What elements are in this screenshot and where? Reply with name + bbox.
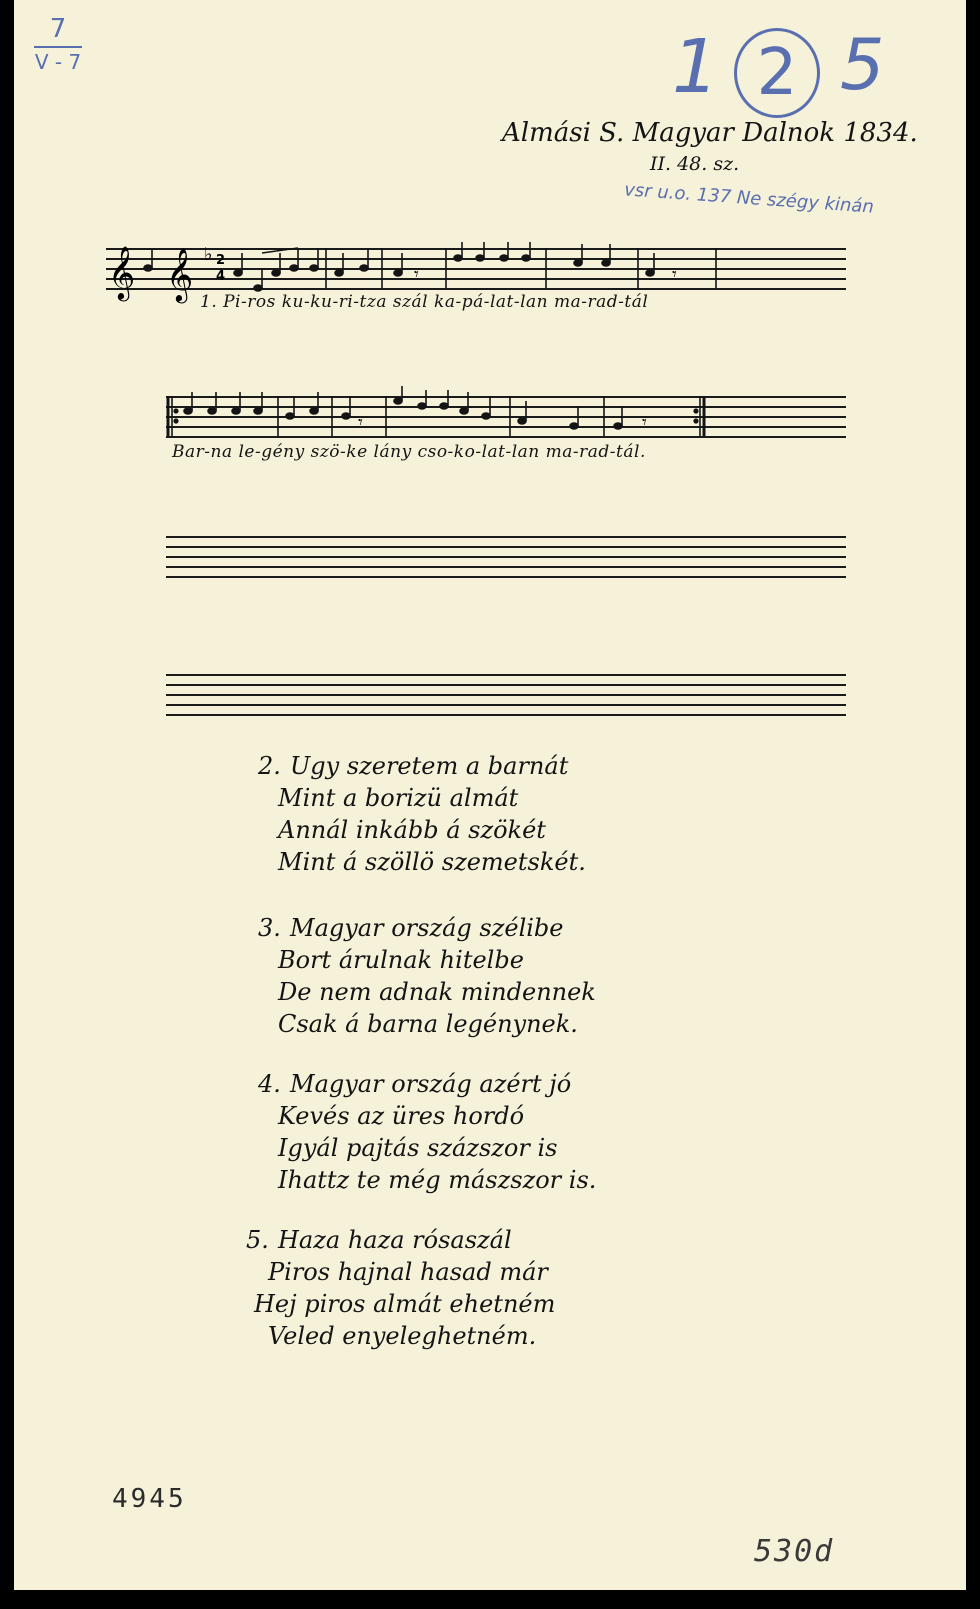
verse-4: [258, 1068, 596, 1196]
svg-text:𝄞: 𝄞: [108, 245, 136, 299]
svg-text:𝄾: 𝄾: [358, 412, 363, 433]
verse-line: Ihattz te még mászszor is.: [278, 1166, 597, 1194]
verse-3: [258, 912, 596, 1040]
verse-line: Mint a borizü almát: [278, 784, 519, 812]
fraction-numerator: 7: [49, 14, 67, 44]
manuscript-page: [14, 0, 966, 1590]
verse-number: 3.: [258, 914, 281, 942]
verse-number: 4.: [258, 1070, 281, 1098]
shelf-mark: 530d: [754, 1534, 835, 1569]
svg-text:𝄾: 𝄾: [672, 264, 677, 285]
verse-line: Magyar ország szélibe: [290, 914, 564, 942]
verse-line: Veled enyeleghetném.: [268, 1322, 537, 1350]
pencil-note: vsr u.o. 137 Ne szégy kinán: [623, 179, 875, 218]
svg-text:4: 4: [216, 269, 226, 284]
verse-line: Ugy szeretem a barnát: [290, 752, 569, 780]
catalog-circled-digit: 2: [734, 28, 820, 118]
music-staff-1: [106, 244, 846, 301]
fraction-bar: [34, 46, 82, 48]
catalog-number: [664, 22, 924, 122]
music-staff-2: [166, 392, 846, 440]
verse-number: 5.: [246, 1226, 269, 1254]
fraction-denominator: V - 7: [34, 50, 82, 74]
staff-2-lyrics: Bar-na le-gény szö-ke lány cso-ko-lat-lan ma-rad-tál.: [172, 442, 646, 462]
verse-line: Bort árulnak hitelbe: [278, 946, 524, 974]
staff-2-notation: [166, 386, 846, 446]
verse-line: Csak á barna legénynek.: [278, 1010, 578, 1038]
verse-line: Igyál pajtás százszor is: [278, 1134, 558, 1162]
verse-2: [258, 750, 586, 878]
verse-line: Hej piros almát ehetném: [254, 1290, 556, 1318]
verse-line: Kevés az üres hordó: [278, 1102, 525, 1130]
staff-1-lyrics: 1. Pi-ros ku-ku-ri-tza szál ka-pá-lat-lan ma-rad-tál: [200, 292, 649, 312]
catalog-suffix: 5: [840, 24, 885, 106]
svg-text:𝄞: 𝄞: [166, 247, 194, 301]
verse-line: Mint á szöllö szemetskét.: [278, 848, 586, 876]
svg-text:♭: ♭: [204, 244, 213, 265]
verse-line: Magyar ország azért jó: [290, 1070, 572, 1098]
svg-text:2: 2: [216, 253, 226, 268]
source-volume: II. 48. sz.: [650, 153, 740, 175]
verse-line: Piros hajnal hasad már: [268, 1258, 548, 1286]
verse-line: De nem adnak mindennek: [278, 978, 596, 1006]
verse-line: Haza haza rósaszál: [278, 1226, 512, 1254]
empty-staff-1: [166, 532, 846, 580]
svg-text:𝄾: 𝄾: [642, 412, 647, 433]
verse-5: [246, 1224, 555, 1352]
svg-text:𝄾: 𝄾: [414, 264, 419, 285]
verse-number: 2.: [258, 752, 281, 780]
catalog-prefix: 1: [672, 24, 720, 110]
source-citation: Almási S. Magyar Dalnok 1834.: [502, 118, 918, 148]
corner-fraction: [28, 14, 88, 74]
empty-staff-2: [166, 670, 846, 718]
inventory-stamp: 4945: [112, 1484, 187, 1514]
verse-line: Annál inkább á szökét: [278, 816, 546, 844]
